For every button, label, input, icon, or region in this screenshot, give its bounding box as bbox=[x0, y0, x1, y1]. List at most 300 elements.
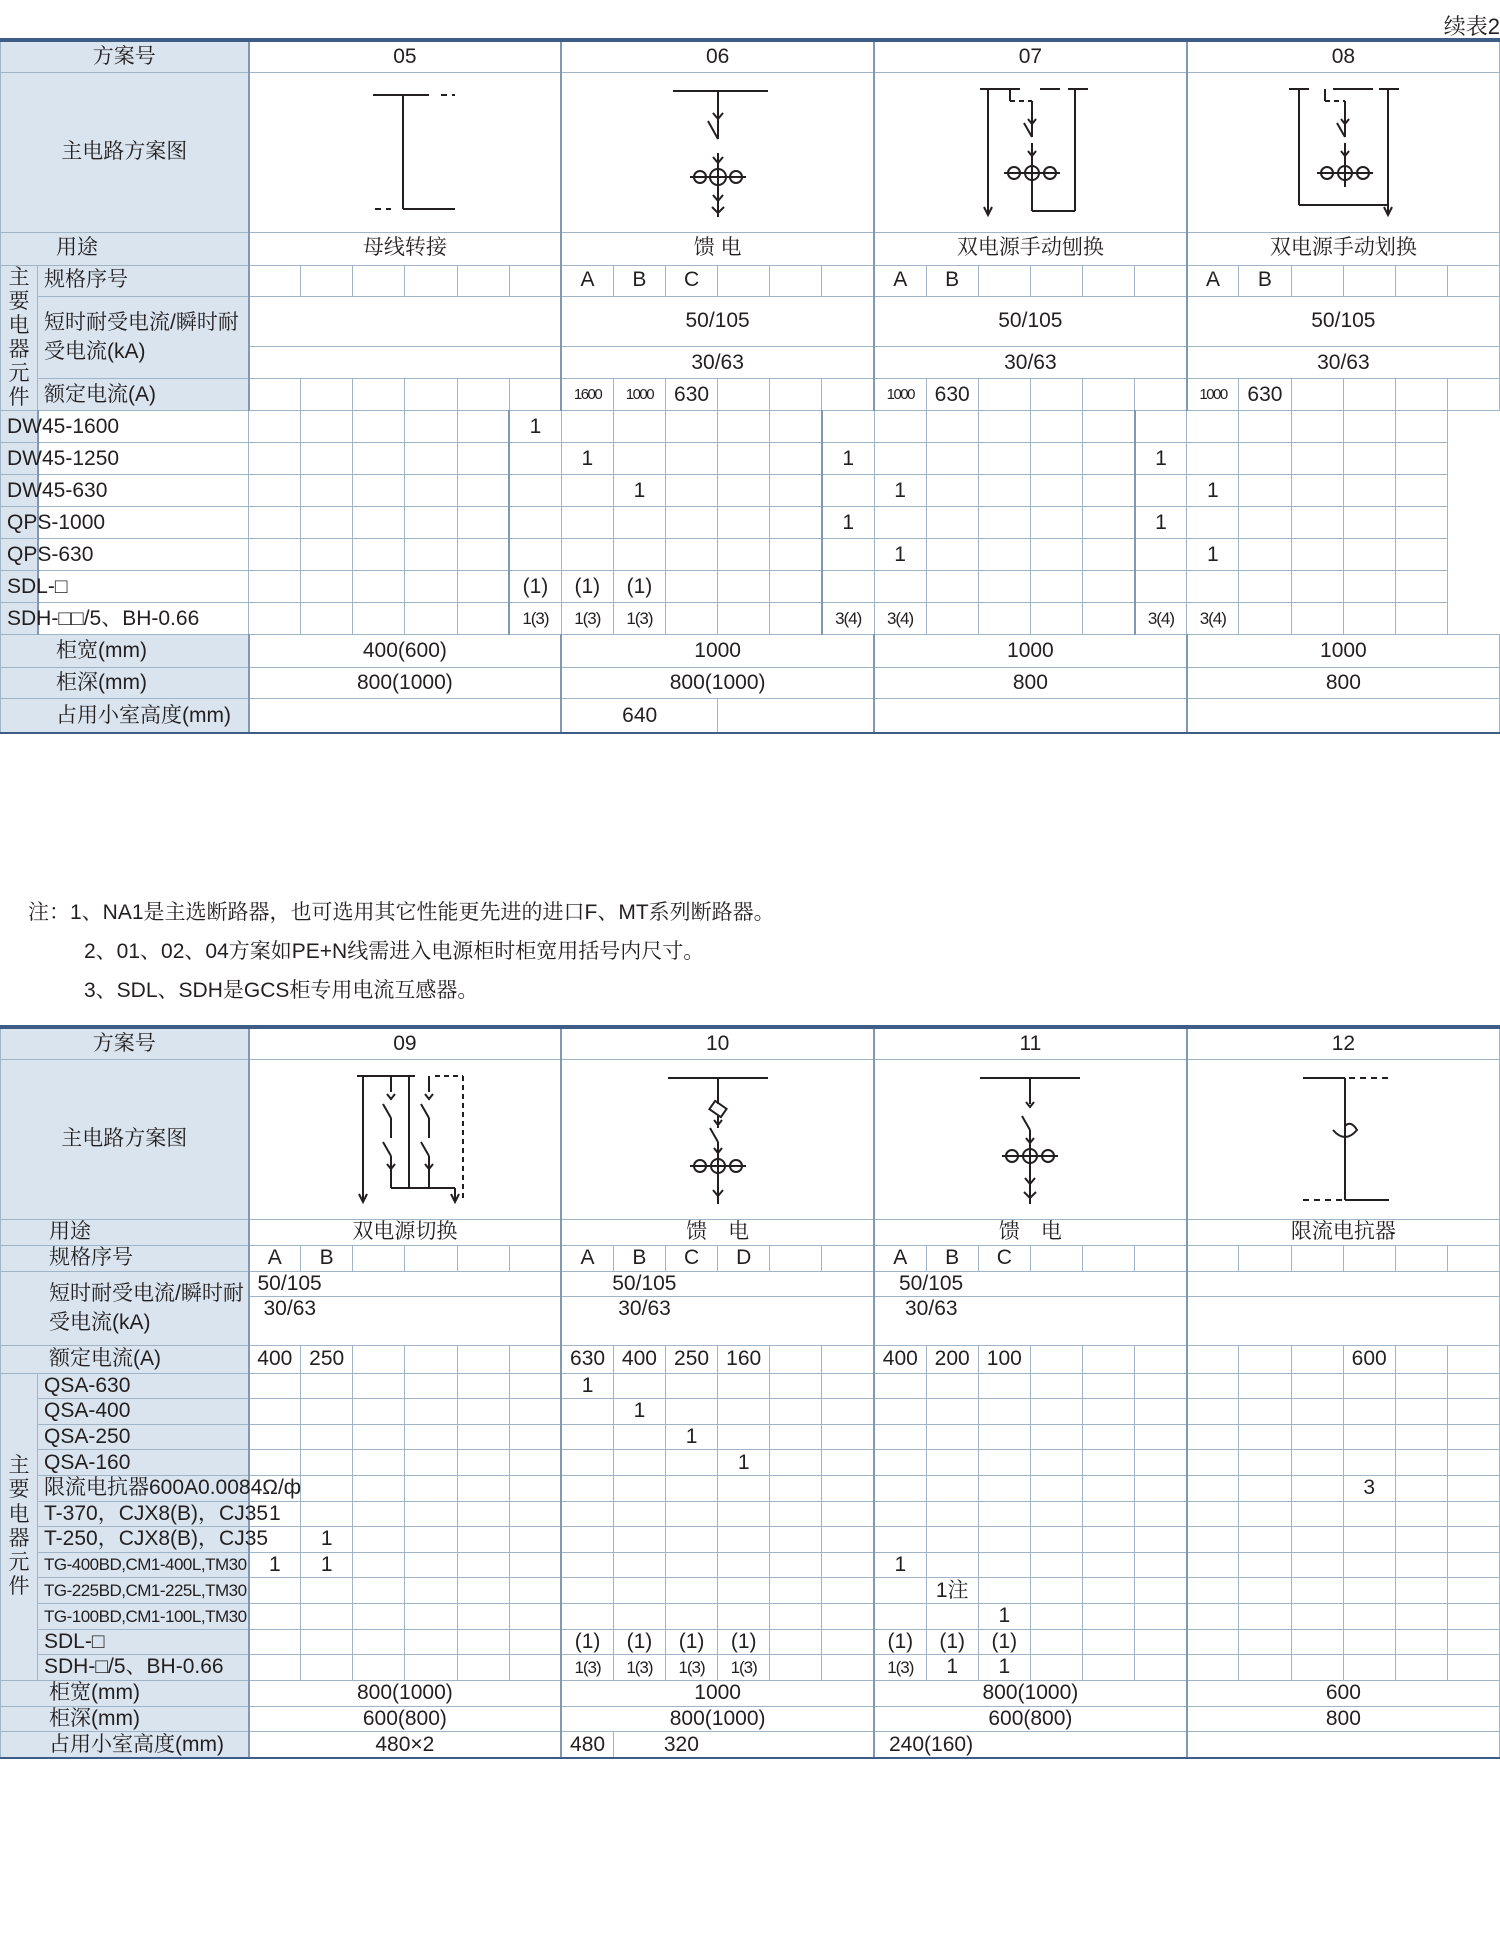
grid-cell: 1(3) bbox=[561, 1655, 613, 1681]
grid-cell bbox=[1447, 1501, 1499, 1527]
cabinet-width: 600 bbox=[1187, 1680, 1500, 1706]
scheme-no: 11 bbox=[874, 1027, 1187, 1059]
grid-cell bbox=[353, 1501, 405, 1527]
grid-cell bbox=[613, 1424, 665, 1450]
grid-cell: 400 bbox=[613, 1345, 665, 1373]
usage-value: 馈 电 bbox=[561, 1219, 874, 1245]
component-name: TG-100BD,CM1-100L,TM30 bbox=[38, 1603, 249, 1629]
circuit-diagram bbox=[249, 72, 562, 232]
grid-cell bbox=[1239, 603, 1291, 635]
grid-cell bbox=[1083, 1399, 1135, 1425]
grid-cell bbox=[1187, 1450, 1239, 1476]
cabinet-width: 400(600) bbox=[249, 635, 562, 668]
grid-cell bbox=[1030, 379, 1082, 411]
grid-cell bbox=[353, 603, 405, 635]
grid-cell bbox=[874, 411, 926, 443]
grid-cell bbox=[822, 1603, 874, 1629]
grid-cell bbox=[1239, 571, 1291, 603]
grid-cell: 1 bbox=[301, 1552, 353, 1578]
grid-cell bbox=[249, 539, 301, 571]
grid-cell bbox=[822, 1424, 874, 1450]
grid-cell bbox=[1030, 1501, 1082, 1527]
short-current-label: 短时耐受电流/瞬时耐受电流(kA) bbox=[1, 1271, 249, 1345]
grid-cell bbox=[613, 1552, 665, 1578]
grid-cell bbox=[1291, 1476, 1343, 1502]
grid-cell bbox=[457, 475, 509, 507]
grid-cell bbox=[1395, 571, 1447, 603]
grid-cell bbox=[613, 1527, 665, 1553]
grid-cell: 1 bbox=[561, 1373, 613, 1399]
grid-cell bbox=[822, 1629, 874, 1655]
grid-cell bbox=[1187, 443, 1239, 475]
grid-cell bbox=[1030, 1527, 1082, 1553]
grid-cell: 250 bbox=[301, 1345, 353, 1373]
current-top bbox=[1187, 1271, 1500, 1296]
grid-cell bbox=[1291, 1552, 1343, 1578]
grid-cell: A bbox=[874, 1245, 926, 1271]
grid-cell bbox=[666, 411, 718, 443]
grid-cell bbox=[666, 1501, 718, 1527]
grid-cell bbox=[1135, 1527, 1187, 1553]
grid-cell bbox=[249, 475, 301, 507]
grid-cell bbox=[822, 1578, 874, 1604]
grid-cell bbox=[301, 411, 353, 443]
grid-cell bbox=[1083, 1476, 1135, 1502]
grid-cell bbox=[613, 443, 665, 475]
grid-cell bbox=[1083, 1424, 1135, 1450]
grid-cell bbox=[509, 1476, 561, 1502]
grid-cell bbox=[1291, 1424, 1343, 1450]
grid-cell bbox=[353, 1476, 405, 1502]
grid-cell: 1600 bbox=[561, 379, 613, 411]
grid-cell bbox=[1447, 379, 1499, 411]
grid-cell bbox=[1239, 1552, 1291, 1578]
grid-cell bbox=[509, 1245, 561, 1271]
grid-cell bbox=[718, 1501, 770, 1527]
grid-cell bbox=[1291, 507, 1343, 539]
grid-cell bbox=[353, 265, 405, 296]
grid-cell bbox=[249, 1424, 301, 1450]
grid-cell bbox=[353, 443, 405, 475]
grid-cell bbox=[405, 1345, 457, 1373]
grid-cell bbox=[1083, 1450, 1135, 1476]
grid-cell: 1 bbox=[613, 475, 665, 507]
grid-cell: 1 bbox=[301, 1527, 353, 1553]
grid-cell bbox=[1395, 1450, 1447, 1476]
grid-cell: 1000 bbox=[874, 379, 926, 411]
grid-cell bbox=[1343, 539, 1395, 571]
grid-cell bbox=[1395, 1424, 1447, 1450]
grid-cell bbox=[561, 1424, 613, 1450]
grid-cell bbox=[666, 1552, 718, 1578]
grid-cell bbox=[1083, 1501, 1135, 1527]
grid-cell bbox=[1187, 1245, 1239, 1271]
grid-cell bbox=[926, 1527, 978, 1553]
grid-cell: 630 bbox=[561, 1345, 613, 1373]
grid-cell bbox=[509, 1424, 561, 1450]
cabinet-depth: 800(1000) bbox=[561, 668, 874, 699]
grid-cell bbox=[1239, 507, 1291, 539]
grid-cell bbox=[1135, 1399, 1187, 1425]
grid-cell bbox=[405, 411, 457, 443]
grid-cell bbox=[1395, 603, 1447, 635]
grid-cell: 1 bbox=[1135, 507, 1187, 539]
grid-cell bbox=[822, 1655, 874, 1681]
grid-cell bbox=[1291, 1603, 1343, 1629]
grid-cell bbox=[666, 475, 718, 507]
grid-cell bbox=[1030, 603, 1082, 635]
grid-cell bbox=[561, 1552, 613, 1578]
grid-cell bbox=[457, 1501, 509, 1527]
grid-cell bbox=[1291, 571, 1343, 603]
grid-cell bbox=[926, 603, 978, 635]
grid-cell: 1(3) bbox=[718, 1655, 770, 1681]
grid-cell bbox=[926, 1373, 978, 1399]
component-name: TG-225BD,CM1-225L,TM30 bbox=[38, 1578, 249, 1604]
grid-cell bbox=[353, 1245, 405, 1271]
grid-cell bbox=[457, 1345, 509, 1373]
grid-cell bbox=[718, 603, 770, 635]
grid-cell bbox=[770, 1345, 822, 1373]
grid-cell bbox=[1395, 1373, 1447, 1399]
grid-cell bbox=[457, 571, 509, 603]
grid-cell bbox=[666, 571, 718, 603]
grid-cell bbox=[1135, 411, 1187, 443]
note-2: 2、01、02、04方案如PE+N线需进入电源柜时柜宽用括号内尺寸。 bbox=[84, 940, 705, 963]
grid-cell bbox=[1395, 1399, 1447, 1425]
grid-cell bbox=[405, 1501, 457, 1527]
grid-cell bbox=[1239, 1527, 1291, 1553]
grid-cell: (1) bbox=[561, 1629, 613, 1655]
grid-cell bbox=[978, 379, 1030, 411]
grid-cell bbox=[1395, 379, 1447, 411]
grid-cell bbox=[1239, 411, 1291, 443]
grid-cell bbox=[1239, 1450, 1291, 1476]
grid-cell: 1000 bbox=[613, 379, 665, 411]
grid-cell: B bbox=[613, 1245, 665, 1271]
grid-cell bbox=[1083, 1527, 1135, 1553]
usage-value: 双电源手动划换 bbox=[1187, 232, 1500, 265]
grid-cell bbox=[1030, 1578, 1082, 1604]
grid-cell bbox=[561, 411, 613, 443]
scheme-no: 10 bbox=[561, 1027, 874, 1059]
grid-cell bbox=[1239, 443, 1291, 475]
grid-cell bbox=[1239, 1424, 1291, 1450]
component-name: T-370，CJX8(B)，CJ35 bbox=[38, 1501, 249, 1527]
grid-cell bbox=[1187, 571, 1239, 603]
grid-cell bbox=[457, 1424, 509, 1450]
grid-cell bbox=[1239, 1655, 1291, 1681]
grid-cell bbox=[1239, 1245, 1291, 1271]
component-name: DW45-1600 bbox=[1, 411, 38, 443]
component-name: SDL-□ bbox=[38, 1629, 249, 1655]
grid-cell bbox=[561, 475, 613, 507]
room-height: 480×2 bbox=[249, 1731, 562, 1758]
grid-cell bbox=[1030, 507, 1082, 539]
cabinet-depth: 800 bbox=[874, 668, 1187, 699]
grid-cell bbox=[1343, 475, 1395, 507]
reactor-diagram bbox=[1233, 1064, 1453, 1214]
grid-cell bbox=[926, 1603, 978, 1629]
scheme-no-label: 方案号 bbox=[1, 40, 249, 72]
grid-cell bbox=[1447, 1476, 1499, 1502]
grid-cell: C bbox=[666, 1245, 718, 1271]
usage-value: 双电源切换 bbox=[249, 1219, 562, 1245]
grid-cell bbox=[1343, 443, 1395, 475]
grid-cell bbox=[1083, 411, 1135, 443]
dual-switch-diagram bbox=[295, 1064, 515, 1214]
feeder-diagram bbox=[920, 1064, 1140, 1214]
grid-cell bbox=[1447, 1245, 1499, 1271]
room-height: 640 bbox=[561, 699, 717, 733]
grid-cell bbox=[353, 1373, 405, 1399]
usage-label: 用途 bbox=[1, 232, 249, 265]
grid-cell bbox=[561, 1476, 613, 1502]
grid-cell bbox=[874, 1501, 926, 1527]
grid-cell bbox=[301, 1578, 353, 1604]
grid-cell bbox=[353, 1578, 405, 1604]
scheme-no: 07 bbox=[874, 40, 1187, 72]
component-name: QSA-630 bbox=[38, 1373, 249, 1399]
room-height bbox=[1187, 699, 1500, 733]
grid-cell bbox=[1083, 1629, 1135, 1655]
grid-cell bbox=[770, 443, 822, 475]
grid-cell bbox=[1083, 1373, 1135, 1399]
grid-cell: 1 bbox=[613, 1399, 665, 1425]
grid-cell bbox=[353, 475, 405, 507]
grid-cell bbox=[822, 379, 874, 411]
grid-cell bbox=[874, 1373, 926, 1399]
grid-cell bbox=[718, 1603, 770, 1629]
grid-cell bbox=[353, 411, 405, 443]
grid-cell bbox=[874, 1399, 926, 1425]
grid-cell bbox=[1395, 1552, 1447, 1578]
grid-cell bbox=[561, 1399, 613, 1425]
grid-cell: 1(3) bbox=[874, 1655, 926, 1681]
current-bottom: 30/63 bbox=[1187, 347, 1500, 379]
grid-cell bbox=[1187, 1373, 1239, 1399]
room-height: 240(160) bbox=[874, 1731, 1187, 1758]
grid-cell bbox=[874, 1603, 926, 1629]
scheme-no: 12 bbox=[1187, 1027, 1500, 1059]
grid-cell bbox=[1135, 1450, 1187, 1476]
grid-cell bbox=[301, 1399, 353, 1425]
grid-cell bbox=[1395, 1501, 1447, 1527]
grid-cell bbox=[249, 443, 301, 475]
grid-cell bbox=[770, 1603, 822, 1629]
grid-cell bbox=[509, 379, 561, 411]
grid-cell bbox=[1291, 379, 1343, 411]
cabinet-width: 1000 bbox=[874, 635, 1187, 668]
grid-cell bbox=[1291, 1450, 1343, 1476]
grid-cell bbox=[353, 1655, 405, 1681]
grid-cell bbox=[1083, 1655, 1135, 1681]
grid-cell bbox=[874, 1476, 926, 1502]
room-height bbox=[874, 699, 1187, 733]
grid-cell: 1 bbox=[978, 1603, 1030, 1629]
grid-cell bbox=[301, 475, 353, 507]
grid-cell bbox=[926, 1424, 978, 1450]
grid-cell bbox=[353, 1552, 405, 1578]
grid-cell bbox=[457, 1450, 509, 1476]
feeder-diagram bbox=[608, 77, 828, 227]
grid-cell bbox=[978, 411, 1030, 443]
component-name: SDH-□/5、BH-0.66 bbox=[38, 1655, 249, 1681]
usage-value: 母线转接 bbox=[249, 232, 562, 265]
grid-cell bbox=[249, 1578, 301, 1604]
grid-cell bbox=[1343, 571, 1395, 603]
grid-cell bbox=[666, 539, 718, 571]
cabinet-width-label: 柜宽(mm) bbox=[1, 1680, 249, 1706]
grid-cell bbox=[301, 1424, 353, 1450]
grid-cell bbox=[1187, 1399, 1239, 1425]
grid-cell bbox=[561, 507, 613, 539]
grid-cell bbox=[822, 1552, 874, 1578]
grid-cell bbox=[666, 1476, 718, 1502]
grid-cell bbox=[770, 1629, 822, 1655]
grid-cell: 1 bbox=[822, 443, 874, 475]
grid-cell bbox=[509, 1527, 561, 1553]
grid-cell bbox=[613, 539, 665, 571]
grid-cell bbox=[978, 443, 1030, 475]
grid-cell bbox=[1395, 1655, 1447, 1681]
grid-cell bbox=[770, 1501, 822, 1527]
grid-cell bbox=[1083, 1552, 1135, 1578]
grid-cell bbox=[1239, 1373, 1291, 1399]
grid-cell bbox=[1447, 265, 1499, 296]
grid-cell bbox=[1187, 1552, 1239, 1578]
room-height-label: 占用小室高度(mm) bbox=[1, 699, 249, 733]
current-bottom bbox=[249, 347, 562, 379]
grid-cell bbox=[1239, 1603, 1291, 1629]
scheme-no: 06 bbox=[561, 40, 874, 72]
grid-cell bbox=[1030, 1345, 1082, 1373]
scheme-no: 09 bbox=[249, 1027, 562, 1059]
grid-cell: 3(4) bbox=[874, 603, 926, 635]
grid-cell bbox=[1083, 1245, 1135, 1271]
room-height bbox=[249, 699, 562, 733]
grid-cell bbox=[561, 1527, 613, 1553]
grid-cell bbox=[301, 539, 353, 571]
grid-cell bbox=[457, 265, 509, 296]
grid-cell bbox=[509, 1373, 561, 1399]
grid-cell bbox=[405, 265, 457, 296]
component-name: QPS-630 bbox=[1, 539, 38, 571]
grid-cell bbox=[509, 1450, 561, 1476]
grid-cell: (1) bbox=[561, 571, 613, 603]
grid-cell bbox=[1030, 1629, 1082, 1655]
grid-cell bbox=[1135, 1373, 1187, 1399]
grid-cell bbox=[1343, 411, 1395, 443]
cabinet-width: 1000 bbox=[1187, 635, 1500, 668]
grid-cell bbox=[978, 539, 1030, 571]
grid-cell bbox=[1291, 603, 1343, 635]
grid-cell: 1000 bbox=[1187, 379, 1239, 411]
grid-cell bbox=[613, 1501, 665, 1527]
grid-cell bbox=[1395, 265, 1447, 296]
spec-no-label: 规格序号 bbox=[38, 265, 249, 296]
room-height-empty bbox=[718, 699, 874, 733]
grid-cell bbox=[926, 1501, 978, 1527]
component-name: QSA-160 bbox=[38, 1450, 249, 1476]
notes bbox=[28, 893, 775, 1010]
components-side-label: 主 要 电 器 元 件 bbox=[1, 1373, 38, 1680]
grid-cell bbox=[1030, 1655, 1082, 1681]
grid-cell bbox=[1083, 603, 1135, 635]
grid-cell bbox=[1083, 507, 1135, 539]
grid-cell bbox=[1239, 1501, 1291, 1527]
grid-cell bbox=[353, 379, 405, 411]
grid-cell bbox=[1135, 1629, 1187, 1655]
rated-current-label: 额定电流(A) bbox=[1, 1345, 249, 1373]
grid-cell bbox=[1030, 1245, 1082, 1271]
grid-cell: 1 bbox=[249, 1552, 301, 1578]
cabinet-depth: 800(1000) bbox=[249, 668, 562, 699]
grid-cell bbox=[509, 1552, 561, 1578]
grid-cell bbox=[301, 1603, 353, 1629]
grid-cell bbox=[1447, 1450, 1499, 1476]
dual-manual-a-diagram bbox=[920, 77, 1140, 227]
grid-cell bbox=[1030, 265, 1082, 296]
grid-cell bbox=[457, 1629, 509, 1655]
grid-cell bbox=[874, 507, 926, 539]
grid-cell bbox=[1343, 1373, 1395, 1399]
grid-cell bbox=[405, 443, 457, 475]
grid-cell: B bbox=[613, 265, 665, 296]
grid-cell bbox=[1395, 1629, 1447, 1655]
grid-cell bbox=[770, 411, 822, 443]
grid-cell: 1(3) bbox=[613, 1655, 665, 1681]
grid-cell bbox=[457, 603, 509, 635]
grid-cell bbox=[1135, 379, 1187, 411]
grid-cell bbox=[1187, 1527, 1239, 1553]
grid-cell: 3(4) bbox=[822, 603, 874, 635]
grid-cell bbox=[874, 1578, 926, 1604]
grid-cell bbox=[1030, 475, 1082, 507]
grid-cell bbox=[509, 1629, 561, 1655]
grid-cell bbox=[1030, 1552, 1082, 1578]
grid-cell bbox=[405, 1373, 457, 1399]
grid-cell bbox=[1135, 1424, 1187, 1450]
grid-cell bbox=[249, 1450, 301, 1476]
cabinet-width: 800(1000) bbox=[249, 1680, 562, 1706]
grid-cell bbox=[1135, 539, 1187, 571]
component-name: 限流电抗器600A0.0084Ω/ф bbox=[38, 1476, 249, 1502]
grid-cell bbox=[1447, 1345, 1499, 1373]
component-name: QSA-400 bbox=[38, 1399, 249, 1425]
grid-cell bbox=[613, 1476, 665, 1502]
grid-cell bbox=[666, 507, 718, 539]
grid-cell bbox=[353, 507, 405, 539]
grid-cell bbox=[1395, 1345, 1447, 1373]
grid-cell bbox=[301, 1476, 353, 1502]
grid-cell bbox=[1135, 265, 1187, 296]
grid-cell bbox=[249, 1603, 301, 1629]
grid-cell bbox=[926, 1399, 978, 1425]
grid-cell bbox=[978, 1424, 1030, 1450]
grid-cell: 400 bbox=[249, 1345, 301, 1373]
scheme-no-label: 方案号 bbox=[1, 1027, 249, 1059]
continued-label: 续表2 bbox=[1443, 14, 1500, 39]
grid-cell bbox=[1343, 1603, 1395, 1629]
grid-cell bbox=[1343, 1424, 1395, 1450]
grid-cell bbox=[978, 603, 1030, 635]
grid-cell bbox=[301, 443, 353, 475]
grid-cell bbox=[1239, 1399, 1291, 1425]
grid-cell bbox=[1083, 539, 1135, 571]
grid-cell bbox=[1291, 443, 1343, 475]
grid-cell bbox=[405, 571, 457, 603]
